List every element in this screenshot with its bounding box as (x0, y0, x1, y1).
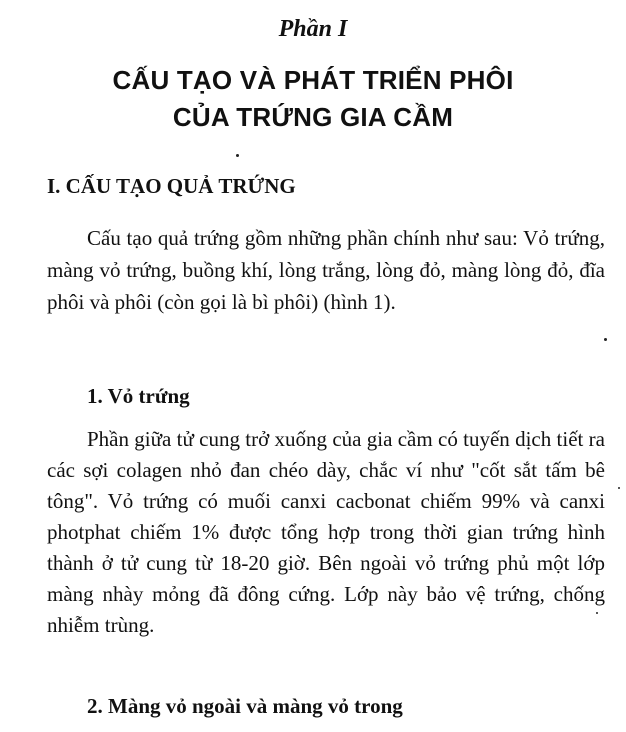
part-label: Phần I (278, 16, 348, 42)
subsection-heading-eggshell: 1. Vỏ trứng (87, 384, 190, 408)
scan-speck (236, 154, 239, 157)
scan-speck (604, 338, 607, 341)
eggshell-paragraph: Phần giữa tử cung trở xuống của gia cầm có tuyến dịch tiết ra các sợi colagen nhỏ đan chéo dày, chắc ví như "cốt sắt tấm bê tông". Vỏ trứng có muối canxi cacbonat chiếm 99% và canxi photphat chiếm 1% được tổng hợp trong thời gian trứng hình thành ở tử cung từ 18-20 giờ. Bên ngoài vỏ trứng phủ một lớp màng nhày mỏng đã đông cứng. Lớp này bảo vệ trứng, chống nhiễm trùng. (47, 427, 605, 637)
scan-speck (596, 612, 598, 614)
section-heading: I. CẤU TẠO QUẢ TRỨNG (47, 174, 296, 198)
scan-speck (618, 487, 620, 489)
intro-paragraph: Cấu tạo quả trứng gồm những phần chính như sau: Vỏ trứng, màng vỏ trứng, buồng khí, lòng trắng, lòng đỏ, màng lòng đỏ, đĩa phôi và phôi (còn gọi là bì phôi) (hình 1). (47, 226, 605, 314)
subsection-heading-shell-membranes: 2. Màng vỏ ngoài và màng vỏ trong (87, 694, 403, 718)
chapter-title-line-1: CẤU TẠO VÀ PHÁT TRIỂN PHÔI (112, 65, 514, 95)
chapter-title (0, 62, 626, 136)
chapter-title-line-2: CỦA TRỨNG GIA CẦM (172, 102, 454, 132)
